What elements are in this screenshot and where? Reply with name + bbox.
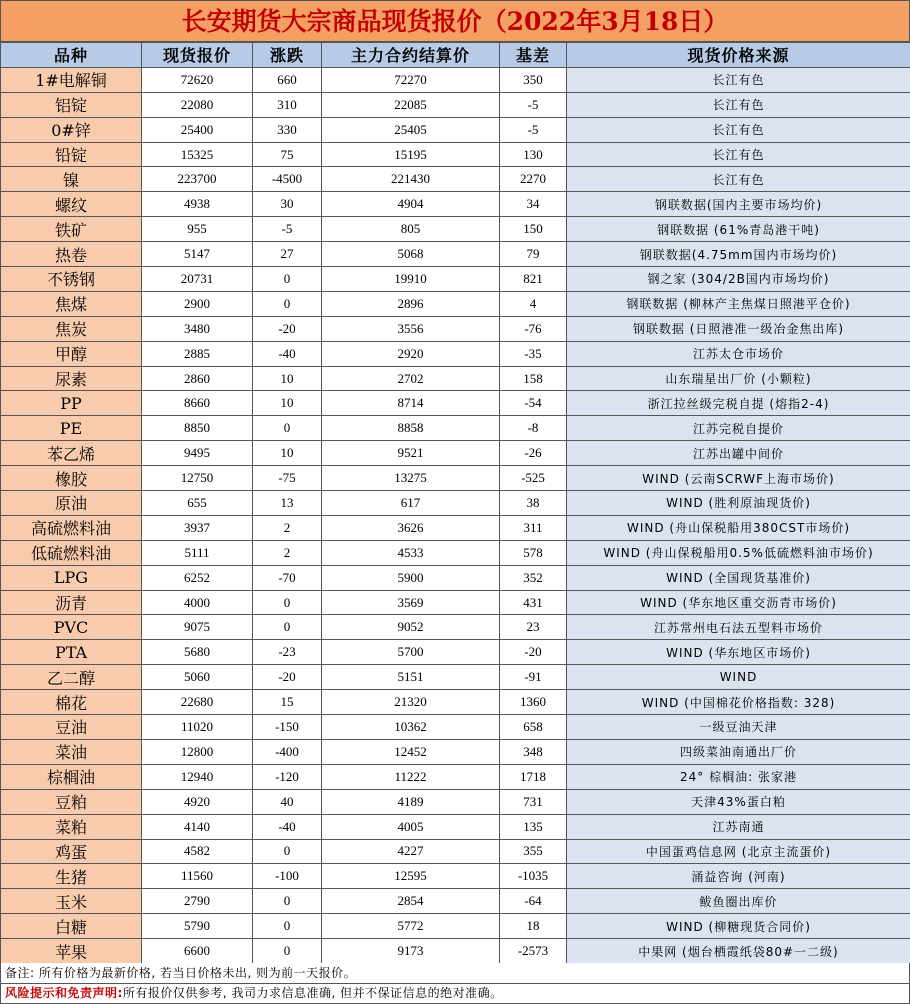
cell-spot-price: 6252: [142, 565, 253, 590]
cell-source: 涌益咨询 (河南): [567, 864, 910, 889]
cell-basis: 431: [500, 590, 567, 615]
cell-settle-price: 11222: [322, 764, 500, 789]
cell-variety: 0#锌: [1, 117, 142, 142]
cell-source: WIND (华东地区重交沥青市场价): [567, 590, 910, 615]
cell-basis: -35: [500, 341, 567, 366]
cell-spot-price: 11020: [142, 715, 253, 740]
cell-spot-price: 8660: [142, 391, 253, 416]
table-row: [1, 341, 910, 366]
cell-source: 江苏出罐中间价: [567, 441, 910, 466]
cell-settle-price: 10362: [322, 715, 500, 740]
header-source: 现货价格来源: [567, 43, 910, 68]
cell-settle-price: 617: [322, 491, 500, 516]
cell-settle-price: 8858: [322, 416, 500, 441]
table-row: [1, 291, 910, 316]
cell-change: -70: [253, 565, 322, 590]
sheet-title: 长安期货大宗商品现货报价（2022年3月18日）: [0, 0, 910, 42]
table-row: [1, 914, 910, 939]
cell-basis: -20: [500, 640, 567, 665]
cell-source: 四级菜油南通出厂价: [567, 739, 910, 764]
cell-source: 江苏完税自提价: [567, 416, 910, 441]
cell-variety: PVC: [1, 615, 142, 640]
cell-basis: 658: [500, 715, 567, 740]
cell-change: 2: [253, 540, 322, 565]
cell-source: WIND (全国现货基准价): [567, 565, 910, 590]
cell-change: -150: [253, 715, 322, 740]
cell-change: 310: [253, 92, 322, 117]
cell-source: 江苏太仓市场价: [567, 341, 910, 366]
cell-settle-price: 22085: [322, 92, 500, 117]
cell-change: -20: [253, 316, 322, 341]
cell-source: WIND (舟山保税船用380CST市场价): [567, 515, 910, 540]
cell-basis: -26: [500, 441, 567, 466]
cell-basis: 18: [500, 914, 567, 939]
cell-source: 中果网 (烟台栖霞纸袋80#一二级): [567, 939, 910, 964]
cell-change: 13: [253, 491, 322, 516]
table-row: [1, 764, 910, 789]
cell-settle-price: 2896: [322, 291, 500, 316]
cell-source: 长江有色: [567, 142, 910, 167]
cell-basis: 821: [500, 267, 567, 292]
cell-spot-price: 12940: [142, 764, 253, 789]
header-row: [1, 43, 910, 68]
cell-basis: 311: [500, 515, 567, 540]
cell-basis: 355: [500, 839, 567, 864]
cell-spot-price: 223700: [142, 167, 253, 192]
cell-settle-price: 3569: [322, 590, 500, 615]
table-row: [1, 515, 910, 540]
table-row: [1, 491, 910, 516]
cell-change: -40: [253, 814, 322, 839]
cell-variety: 尿素: [1, 366, 142, 391]
cell-source: 天津43%蛋白粕: [567, 789, 910, 814]
cell-source: 24° 棕榈油: 张家港: [567, 764, 910, 789]
cell-basis: -5: [500, 92, 567, 117]
cell-change: -5: [253, 217, 322, 242]
cell-spot-price: 20731: [142, 267, 253, 292]
cell-source: 长江有色: [567, 67, 910, 92]
cell-settle-price: 4005: [322, 814, 500, 839]
cell-variety: 铁矿: [1, 217, 142, 242]
cell-spot-price: 4582: [142, 839, 253, 864]
table-row: [1, 789, 910, 814]
cell-variety: 棉花: [1, 690, 142, 715]
cell-change: 0: [253, 939, 322, 964]
table-row: [1, 814, 910, 839]
cell-spot-price: 5060: [142, 665, 253, 690]
cell-spot-price: 6600: [142, 939, 253, 964]
cell-variety: 白糖: [1, 914, 142, 939]
cell-spot-price: 2885: [142, 341, 253, 366]
cell-settle-price: 4533: [322, 540, 500, 565]
cell-change: 2: [253, 515, 322, 540]
cell-basis: 135: [500, 814, 567, 839]
price-table: [0, 42, 910, 964]
cell-source: 山东瑞星出厂价 (小颗粒): [567, 366, 910, 391]
cell-variety: 菜粕: [1, 814, 142, 839]
cell-settle-price: 5068: [322, 242, 500, 267]
cell-variety: 焦炭: [1, 316, 142, 341]
cell-basis: 731: [500, 789, 567, 814]
cell-spot-price: 11560: [142, 864, 253, 889]
cell-change: 0: [253, 590, 322, 615]
cell-variety: 甲醇: [1, 341, 142, 366]
cell-source: WIND (柳糖现货合同价): [567, 914, 910, 939]
cell-change: -4500: [253, 167, 322, 192]
table-row: [1, 391, 910, 416]
cell-change: 330: [253, 117, 322, 142]
cell-variety: 生猪: [1, 864, 142, 889]
cell-settle-price: 5772: [322, 914, 500, 939]
cell-spot-price: 25400: [142, 117, 253, 142]
cell-source: 江苏南通: [567, 814, 910, 839]
cell-change: 75: [253, 142, 322, 167]
table-row: [1, 441, 910, 466]
cell-settle-price: 221430: [322, 167, 500, 192]
cell-settle-price: 8714: [322, 391, 500, 416]
table-row: [1, 690, 910, 715]
header-settle-price: 主力合约结算价: [322, 43, 500, 68]
table-body: [1, 67, 910, 963]
cell-source: 钢联数据 (日照港准一级冶金焦出库): [567, 316, 910, 341]
cell-settle-price: 4227: [322, 839, 500, 864]
cell-variety: 原油: [1, 491, 142, 516]
cell-settle-price: 9052: [322, 615, 500, 640]
table-row: [1, 117, 910, 142]
cell-change: -120: [253, 764, 322, 789]
cell-basis: -2573: [500, 939, 567, 964]
cell-basis: 150: [500, 217, 567, 242]
cell-source: 鲅鱼圈出库价: [567, 889, 910, 914]
cell-settle-price: 5700: [322, 640, 500, 665]
cell-change: 0: [253, 416, 322, 441]
cell-spot-price: 5111: [142, 540, 253, 565]
cell-variety: 热卷: [1, 242, 142, 267]
cell-variety: 焦煤: [1, 291, 142, 316]
cell-variety: 低硫燃料油: [1, 540, 142, 565]
cell-basis: 34: [500, 192, 567, 217]
cell-variety: 菜油: [1, 739, 142, 764]
cell-spot-price: 4938: [142, 192, 253, 217]
cell-settle-price: 9173: [322, 939, 500, 964]
table-row: [1, 839, 910, 864]
remark-note: 备注: 所有价格为最新价格, 若当日价格未出, 则为前一天报价。: [0, 963, 910, 984]
table-row: [1, 167, 910, 192]
cell-settle-price: 3556: [322, 316, 500, 341]
cell-spot-price: 5680: [142, 640, 253, 665]
cell-spot-price: 8850: [142, 416, 253, 441]
table-row: [1, 739, 910, 764]
cell-spot-price: 9495: [142, 441, 253, 466]
cell-change: 15: [253, 690, 322, 715]
cell-settle-price: 15195: [322, 142, 500, 167]
table-row: [1, 192, 910, 217]
cell-spot-price: 3937: [142, 515, 253, 540]
cell-basis: -76: [500, 316, 567, 341]
cell-variety: 玉米: [1, 889, 142, 914]
table-row: [1, 615, 910, 640]
cell-spot-price: 9075: [142, 615, 253, 640]
table-row: [1, 715, 910, 740]
cell-source: 浙江拉丝级完税自提 (熔指2-4): [567, 391, 910, 416]
risk-disclaimer: [0, 984, 910, 1004]
cell-change: 30: [253, 192, 322, 217]
cell-settle-price: 2920: [322, 341, 500, 366]
cell-variety: LPG: [1, 565, 142, 590]
cell-settle-price: 72270: [322, 67, 500, 92]
cell-basis: 23: [500, 615, 567, 640]
cell-basis: -54: [500, 391, 567, 416]
cell-source: WIND (华东地区市场价): [567, 640, 910, 665]
cell-basis: 130: [500, 142, 567, 167]
cell-spot-price: 4000: [142, 590, 253, 615]
cell-change: 660: [253, 67, 322, 92]
cell-source: 中国蛋鸡信息网 (北京主流蛋价): [567, 839, 910, 864]
cell-change: 10: [253, 441, 322, 466]
cell-settle-price: 4189: [322, 789, 500, 814]
cell-basis: 38: [500, 491, 567, 516]
cell-source: WIND (胜利原油现货价): [567, 491, 910, 516]
cell-source: 长江有色: [567, 167, 910, 192]
cell-change: 27: [253, 242, 322, 267]
cell-settle-price: 5900: [322, 565, 500, 590]
table-row: [1, 590, 910, 615]
table-row: [1, 316, 910, 341]
cell-settle-price: 12452: [322, 739, 500, 764]
cell-basis: -5: [500, 117, 567, 142]
cell-variety: 鸡蛋: [1, 839, 142, 864]
cell-basis: 352: [500, 565, 567, 590]
cell-change: -400: [253, 739, 322, 764]
table-row: [1, 665, 910, 690]
risk-label: 风险提示和免责声明:: [5, 986, 123, 1000]
table-row: [1, 67, 910, 92]
cell-change: 0: [253, 914, 322, 939]
cell-settle-price: 5151: [322, 665, 500, 690]
cell-spot-price: 5790: [142, 914, 253, 939]
cell-spot-price: 12750: [142, 466, 253, 491]
cell-spot-price: 15325: [142, 142, 253, 167]
cell-settle-price: 2854: [322, 889, 500, 914]
cell-settle-price: 21320: [322, 690, 500, 715]
cell-change: -40: [253, 341, 322, 366]
cell-settle-price: 13275: [322, 466, 500, 491]
cell-basis: -525: [500, 466, 567, 491]
cell-spot-price: 4920: [142, 789, 253, 814]
cell-variety: PP: [1, 391, 142, 416]
table-row: [1, 267, 910, 292]
table-row: [1, 92, 910, 117]
header-spot-price: 现货报价: [142, 43, 253, 68]
table-row: [1, 939, 910, 964]
cell-spot-price: 3480: [142, 316, 253, 341]
cell-source: 钢之家 (304/2B国内市场均价): [567, 267, 910, 292]
cell-source: 钢联数据(4.75mm国内市场均价): [567, 242, 910, 267]
table-row: [1, 565, 910, 590]
cell-spot-price: 655: [142, 491, 253, 516]
cell-variety: 镍: [1, 167, 142, 192]
cell-variety: 豆粕: [1, 789, 142, 814]
cell-change: 40: [253, 789, 322, 814]
cell-change: 0: [253, 615, 322, 640]
cell-change: -100: [253, 864, 322, 889]
cell-basis: 79: [500, 242, 567, 267]
cell-basis: 4: [500, 291, 567, 316]
cell-change: -20: [253, 665, 322, 690]
cell-settle-price: 25405: [322, 117, 500, 142]
header-change: 涨跌: [253, 43, 322, 68]
table-row: [1, 640, 910, 665]
cell-variety: 1#电解铜: [1, 67, 142, 92]
cell-basis: 158: [500, 366, 567, 391]
cell-source: WIND (舟山保税船用0.5%低硫燃料油市场价): [567, 540, 910, 565]
cell-spot-price: 2860: [142, 366, 253, 391]
cell-basis: -64: [500, 889, 567, 914]
table-row: [1, 142, 910, 167]
cell-settle-price: 3626: [322, 515, 500, 540]
header-basis: 基差: [500, 43, 567, 68]
cell-variety: 铅锭: [1, 142, 142, 167]
risk-text: 所有报价仅供参考, 我司力求信息准确, 但并不保证信息的绝对准确。: [122, 986, 503, 1000]
cell-settle-price: 4904: [322, 192, 500, 217]
cell-variety: 豆油: [1, 715, 142, 740]
table-row: [1, 366, 910, 391]
cell-spot-price: 2790: [142, 889, 253, 914]
cell-source: 钢联数据 (柳林产主焦煤日照港平仓价): [567, 291, 910, 316]
cell-variety: 苹果: [1, 939, 142, 964]
cell-variety: PE: [1, 416, 142, 441]
table-row: [1, 416, 910, 441]
cell-source: 一级豆油天津: [567, 715, 910, 740]
cell-variety: 棕榈油: [1, 764, 142, 789]
table-row: [1, 466, 910, 491]
cell-source: 江苏常州电石法五型料市场价: [567, 615, 910, 640]
cell-variety: 苯乙烯: [1, 441, 142, 466]
cell-source: 长江有色: [567, 117, 910, 142]
cell-source: WIND (云南SCRWF上海市场价): [567, 466, 910, 491]
cell-source: WIND (中国棉花价格指数: 328): [567, 690, 910, 715]
cell-settle-price: 805: [322, 217, 500, 242]
cell-variety: 乙二醇: [1, 665, 142, 690]
cell-settle-price: 12595: [322, 864, 500, 889]
table-row: [1, 242, 910, 267]
cell-variety: 铝锭: [1, 92, 142, 117]
cell-source: 长江有色: [567, 92, 910, 117]
cell-spot-price: 12800: [142, 739, 253, 764]
cell-basis: -8: [500, 416, 567, 441]
cell-variety: 不锈钢: [1, 267, 142, 292]
cell-change: 10: [253, 366, 322, 391]
cell-change: 0: [253, 291, 322, 316]
cell-basis: 350: [500, 67, 567, 92]
cell-basis: 348: [500, 739, 567, 764]
cell-spot-price: 22080: [142, 92, 253, 117]
cell-source: 钢联数据 (61%青岛港干吨): [567, 217, 910, 242]
header-variety: 品种: [1, 43, 142, 68]
cell-basis: -91: [500, 665, 567, 690]
cell-spot-price: 2900: [142, 291, 253, 316]
cell-spot-price: 5147: [142, 242, 253, 267]
cell-variety: 高硫燃料油: [1, 515, 142, 540]
cell-change: -75: [253, 466, 322, 491]
cell-change: 0: [253, 839, 322, 864]
cell-basis: 1718: [500, 764, 567, 789]
cell-source: WIND: [567, 665, 910, 690]
cell-basis: 578: [500, 540, 567, 565]
table-row: [1, 864, 910, 889]
cell-variety: 橡胶: [1, 466, 142, 491]
cell-spot-price: 72620: [142, 67, 253, 92]
cell-variety: 螺纹: [1, 192, 142, 217]
cell-basis: 1360: [500, 690, 567, 715]
cell-spot-price: 22680: [142, 690, 253, 715]
cell-source: 钢联数据(国内主要市场均价): [567, 192, 910, 217]
cell-change: 0: [253, 267, 322, 292]
cell-change: -23: [253, 640, 322, 665]
cell-spot-price: 4140: [142, 814, 253, 839]
cell-settle-price: 2702: [322, 366, 500, 391]
table-row: [1, 889, 910, 914]
cell-basis: -1035: [500, 864, 567, 889]
cell-change: 10: [253, 391, 322, 416]
table-row: [1, 217, 910, 242]
cell-settle-price: 19910: [322, 267, 500, 292]
cell-change: 0: [253, 889, 322, 914]
cell-basis: 2270: [500, 167, 567, 192]
table-row: [1, 540, 910, 565]
cell-spot-price: 955: [142, 217, 253, 242]
cell-settle-price: 9521: [322, 441, 500, 466]
cell-variety: 沥青: [1, 590, 142, 615]
cell-variety: PTA: [1, 640, 142, 665]
